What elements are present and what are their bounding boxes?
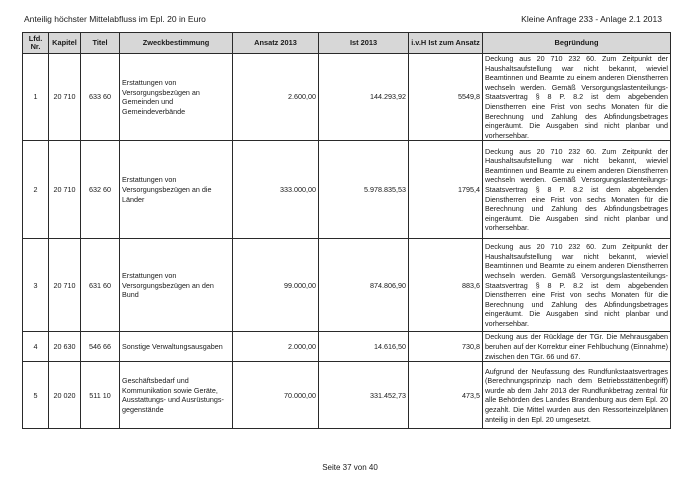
col-header-ansatz: Ansatz 2013	[233, 33, 319, 54]
cell-kapitel: 20 630	[49, 332, 81, 362]
cell-ansatz: 70.000,00	[233, 362, 319, 429]
cell-ansatz: 333.000,00	[233, 141, 319, 239]
col-header-ist: Ist 2013	[319, 33, 409, 54]
table-row	[23, 239, 671, 332]
cell-begruendung: Aufgrund der Neufassung des Rundfunkstaatsvertrages (Berechnungsprinzip nach dem Betriebsstättenbegriff) wurde ab dem Jahr 2013 der Rundfunkbetrag zentral für alle Behörden des Landes Brandenburg aus dem Epl. 20 gezahlt. Die Mittel wurden aus den Ressorteinzelplänen anteilig in den Epl. 20 umgesetzt.	[483, 362, 671, 429]
cell-lfd: 4	[23, 332, 49, 362]
cell-lfd: 1	[23, 54, 49, 141]
cell-titel: 546 66	[81, 332, 120, 362]
cell-lfd: 2	[23, 141, 49, 239]
cell-ist: 14.616,50	[319, 332, 409, 362]
col-header-zweck: Zweckbestimmung	[120, 33, 233, 54]
table-row	[23, 332, 671, 362]
cell-begruendung: Deckung aus der Rücklage der TGr. Die Mehrausgaben beruhen auf der Korrektur einer Fehlbuchung (Einnahme) zwischen den TGr. 66 und 67.	[483, 332, 671, 362]
cell-zweck: Erstattungen von Versorgungsbezügen an Gemeinden und Gemeindeverbände	[120, 54, 233, 141]
cell-ivh: 1795,4	[409, 141, 483, 239]
cell-titel: 511 10	[81, 362, 120, 429]
col-header-kapitel: Kapitel	[49, 33, 81, 54]
table-row	[23, 54, 671, 141]
table-header-row	[23, 33, 671, 54]
cell-begruendung: Deckung aus 20 710 232 60. Zum Zeitpunkt der Haushaltsaufstellung war nicht bekannt, wieviel Beamtinnen und Beamte zu einem anderen Dienstherren wechseln werden. Gemäß Versorgungslastenteilungs-Staatsvertrag § 8 P. 8.2 ist dem abgebenden Dienstherren eine Frist von sechs Monaten für die Berechnung und Zahlung des Abfindungsbetrages eingeräumt. Die Ausgaben sind nicht planbar und vorhersehbar.	[483, 54, 671, 141]
document-reference: Kleine Anfrage 233 - Anlage 2.1 2013	[521, 14, 662, 24]
col-header-titel: Titel	[81, 33, 120, 54]
cell-ansatz: 2.000,00	[233, 332, 319, 362]
cell-kapitel: 20 020	[49, 362, 81, 429]
col-header-lfd: Lfd. Nr.	[23, 33, 49, 54]
cell-begruendung: Deckung aus 20 710 232 60. Zum Zeitpunkt der Haushaltsaufstellung war nicht bekannt, wieviel Beamtinnen und Beamte zu einem anderen Dienstherren wechseln werden. Gemäß Versorgungslastenteilungs-Staatsvertrag § 8 P. 8.2 ist dem abgebenden Dienstherren eine Frist von sechs Monaten für die Berechnung und Zahlung des Abfindungsbetrages eingeräumt. Die Ausgaben sind nicht planbar und vorhersehbar.	[483, 239, 671, 332]
cell-kapitel: 20 710	[49, 239, 81, 332]
cell-ivh: 730,8	[409, 332, 483, 362]
cell-kapitel: 20 710	[49, 54, 81, 141]
col-header-begruendung: Begründung	[483, 33, 671, 54]
cell-titel: 632 60	[81, 141, 120, 239]
cell-lfd: 3	[23, 239, 49, 332]
cell-zweck: Erstattungen von Versorgungsbezügen an die Länder	[120, 141, 233, 239]
cell-ansatz: 2.600,00	[233, 54, 319, 141]
cell-ist: 874.806,90	[319, 239, 409, 332]
cell-ivh: 883,6	[409, 239, 483, 332]
col-header-ivh: i.v.H Ist zum Ansatz	[409, 33, 483, 54]
budget-table	[22, 32, 671, 429]
cell-ivh: 473,5	[409, 362, 483, 429]
cell-lfd: 5	[23, 362, 49, 429]
cell-ist: 5.978.835,53	[319, 141, 409, 239]
cell-titel: 631 60	[81, 239, 120, 332]
document-title: Anteilig höchster Mittelabfluss im Epl. 20 in Euro	[24, 14, 206, 24]
page-number: Seite 37 von 40	[322, 463, 378, 472]
cell-ivh: 5549,8	[409, 54, 483, 141]
cell-begruendung: Deckung aus 20 710 232 60. Zum Zeitpunkt der Haushaltsaufstellung war nicht bekannt, wieviel Beamtinnen und Beamte zu einem anderen Dienstherren wechseln werden. Gemäß Versorgungslastenteilungs-Staatsvertrag § 8 P. 8.2 ist dem abgebenden Dienstherren eine Frist von sechs Monaten für die Berechnung und Zahlung des Abfindungsbetrages eingeräumt. Die Ausgaben sind nicht planbar und vorhersehbar.	[483, 141, 671, 239]
cell-kapitel: 20 710	[49, 141, 81, 239]
cell-zweck: Erstattungen von Versorgungsbezügen an den Bund	[120, 239, 233, 332]
cell-ist: 331.452,73	[319, 362, 409, 429]
cell-zweck: Geschäftsbedarf und Kommunikation sowie Geräte, Ausstattungs- und Ausrüstungs-gegenstände	[120, 362, 233, 429]
cell-ansatz: 99.000,00	[233, 239, 319, 332]
cell-titel: 633 60	[81, 54, 120, 141]
cell-zweck: Sonstige Verwaltungsausgaben	[120, 332, 233, 362]
cell-ist: 144.293,92	[319, 54, 409, 141]
table-row	[23, 141, 671, 239]
table-row	[23, 362, 671, 429]
